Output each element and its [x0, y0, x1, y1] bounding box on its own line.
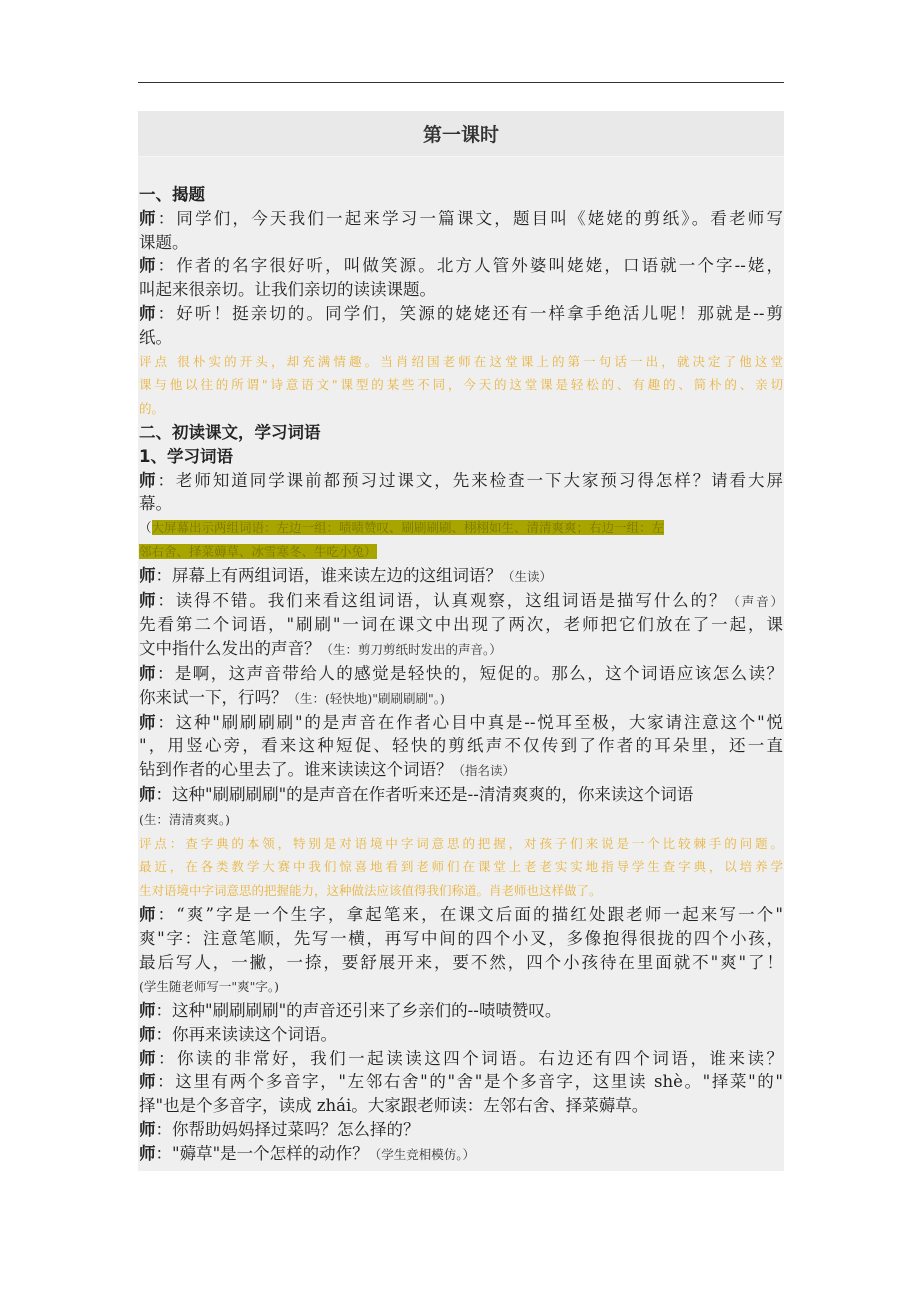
- text-line: [139, 1023, 783, 1047]
- section-heading: 二、初读课文，学习词语: [139, 422, 321, 442]
- text-line: [139, 758, 783, 783]
- line-text: ：作者的名字很好听，叫做笑源。北方人管外婆叫姥姥，口语就一个字--姥，: [157, 256, 784, 276]
- line-text: ：你帮助妈妈择过菜吗？怎么择的？: [155, 1120, 420, 1140]
- speaker-label: 师: [139, 303, 158, 323]
- line-text: ：这种"刷刷刷刷"的是声音在作者听来还是--清清爽爽的，你来读这个词语: [155, 784, 694, 804]
- aside-text: （生：剪刀剪纸时发出的声音。）: [320, 642, 502, 658]
- text-line: [139, 492, 783, 516]
- line-text: 课题。: [139, 232, 189, 252]
- speaker-label: 师: [139, 208, 158, 228]
- highlighted-note: [139, 540, 783, 564]
- section-heading: 1、学习词语: [139, 446, 233, 466]
- speaker-label: 师: [139, 1072, 158, 1092]
- line-text: ："薅草"是一个怎样的动作？: [155, 1143, 369, 1163]
- text-line: [139, 589, 783, 614]
- aside-text: （生读）: [502, 568, 553, 584]
- text-line: [139, 903, 783, 927]
- speaker-label: 师: [139, 663, 157, 683]
- line-text: 最后写人，一撇，一捺，要舒展开来，要不然，四个小孩待在里面就不"爽"了！: [139, 952, 783, 972]
- speaker-label: 师: [139, 256, 158, 276]
- text-line: [139, 1047, 783, 1071]
- speaker-label: 师: [139, 1048, 159, 1068]
- speaker-label: 师: [139, 1024, 156, 1044]
- line-text: 你来试一下，行吗？: [139, 687, 288, 707]
- text-line: [139, 783, 783, 807]
- line-text: ：好听！挺亲切的。同学们，笑源的姥姥还有一样拿手绝活儿呢！那就是--剪: [157, 303, 784, 323]
- line-text: ：这种"刷刷刷刷"的是声音在作者心目中真是--悦耳至极，大家请注意这个"悦: [157, 712, 784, 732]
- line-text: 先看第二个词语，"刷刷"一词在课文中出现了两次，老师把它们放在了一起，课: [139, 615, 783, 635]
- highlighted-note: [139, 516, 783, 540]
- speaker-label: 师: [139, 1143, 156, 1163]
- line-text: 叫起来很亲切。让我们亲切的读读课题。: [139, 280, 436, 300]
- text-line: [139, 734, 783, 758]
- line-text: ：老师知道同学课前都预习过课文，先来检查一下大家预习得怎样？请看大屏: [157, 470, 784, 490]
- text-line: [139, 1094, 783, 1118]
- speaker-label: 师: [139, 712, 158, 732]
- text-line: [139, 951, 783, 975]
- line-text: "，用竖心旁，看来这种短促、轻快的剪纸声不仅传到了作者的耳朵里，还一直: [139, 736, 783, 756]
- text-line: [139, 469, 783, 493]
- line-text: ：你再来读读这个词语。: [155, 1024, 337, 1044]
- text-line: [139, 974, 783, 999]
- page-title: 第一课时: [422, 124, 499, 146]
- comment-note: 评点：查字典的本领，特别是对语境中字词意思的把握，对孩子们来说是一个比较棘手的问题。: [139, 835, 783, 851]
- text-line: [139, 999, 783, 1023]
- aside-text: (学生随老师写一"爽"字。): [139, 979, 280, 995]
- text-line: [139, 326, 783, 350]
- text-line: [139, 231, 783, 255]
- text-line: [139, 302, 783, 326]
- line-text: ：屏幕上有两组词语，谁来读左边的这组词语？: [155, 565, 502, 585]
- line-text: 钻到作者的心里去了。谁来读读这个词语？: [139, 760, 453, 780]
- comment-note: 的。: [139, 401, 165, 417]
- highlight-text: 大屏幕出示两组词语：左边一组：啧啧赞叹、刷刷刷刷、栩栩如生、清清爽爽；右边一组：左: [151, 520, 665, 536]
- text-line: [139, 686, 783, 711]
- text-line: [139, 807, 783, 832]
- text-line: [139, 1142, 783, 1167]
- line-text: ：你读的非常好，我们一起读读这四个词语。右边还有四个词语，谁来读？: [158, 1048, 784, 1068]
- speaker-label: 师: [139, 470, 158, 490]
- text-line: [139, 662, 783, 686]
- speaker-label: 师: [139, 590, 158, 610]
- comment-note: 生对语境中字词意思的把握能力，这种做法应该值得我们称道。肖老师也这样做了。: [139, 883, 602, 899]
- line-text: 择"也是个多音字，读成 zhái。大家跟老师读：左邻右舍、择菜薅草。: [139, 1096, 649, 1116]
- line-text: 爽"字：注意笔顺，先写一横，再写中间的四个小叉，多像抱得很拢的四个小孩，: [139, 928, 783, 948]
- document-page: [138, 111, 784, 1171]
- text-line: [139, 207, 783, 231]
- text-line: [139, 613, 783, 637]
- text-line: [139, 637, 783, 662]
- section-heading: 一、揭题: [139, 185, 205, 204]
- speaker-label: 师: [139, 784, 156, 804]
- line-text: ：“爽”字是一个生字，拿起笔来，在课文后面的描红处跟老师一起来写一个": [157, 904, 784, 924]
- text-line: [139, 1118, 783, 1142]
- text-line: [139, 254, 783, 278]
- speaker-label: 师: [139, 1120, 156, 1140]
- line-text: 纸。: [139, 327, 172, 347]
- aside-text: （学生竞相模仿。）: [368, 1146, 475, 1162]
- title-box: [138, 111, 784, 157]
- line-text: ：这里有两个多音字，"左邻右舍"的"舍"是个多音字，这里读 shè。"择菜"的": [157, 1072, 784, 1092]
- paren: （: [139, 520, 152, 536]
- line-text: ：同学们，今天我们一起来学习一篇课文，题目叫《姥姥的剪纸》。看老师写: [157, 208, 784, 228]
- line-text: ：是啊，这声音带给人的感觉是轻快的，短促的。那么，这个词语应该怎么读？: [156, 663, 784, 683]
- text-line: [139, 1070, 783, 1094]
- line-text: ：这种"刷刷刷刷"的声音还引来了乡亲们的--啧啧赞叹。: [155, 1001, 562, 1021]
- line-text: ：读得不错。我们来看这组词语，认真观察，这组词语是描写什么的？: [157, 590, 728, 610]
- document-body: [139, 183, 783, 1167]
- aside-text: （指名读）: [452, 763, 516, 779]
- aside-text: （声音）: [727, 593, 784, 609]
- aside-text: (生：清清爽爽。): [139, 811, 231, 827]
- speaker-label: 师: [139, 565, 156, 585]
- highlight-text: 邻右舍、择菜薅草、冰雪寒冬、牛吃小兔）: [139, 543, 377, 559]
- aside-text: （生：(轻快地)"刷刷刷刷"。): [287, 690, 445, 706]
- text-line: [139, 278, 783, 302]
- text-line: [139, 564, 783, 589]
- top-rule: [138, 82, 784, 83]
- line-text: 文中指什么发出的声音？: [139, 639, 321, 659]
- line-text: 幕。: [139, 494, 172, 514]
- comment-note: 评点 很朴实的开头，却充满情趣。当肖绍国老师在这堂课上的第一句话一出，就决定了他这堂: [139, 353, 783, 369]
- speaker-label: 师: [139, 1001, 156, 1021]
- text-line: [139, 927, 783, 951]
- comment-note: 最近，在各类教学大赛中我们惊喜地看到老师们在课堂上老老实实地指导学生查字典，以培养学: [139, 859, 783, 875]
- speaker-label: 师: [139, 904, 158, 924]
- comment-note: 课与他以往的所谓"诗意语文"课型的某些不同，今天的这堂课是轻松的、有趣的、简朴的、亲切: [139, 377, 783, 393]
- text-line: [139, 711, 783, 735]
